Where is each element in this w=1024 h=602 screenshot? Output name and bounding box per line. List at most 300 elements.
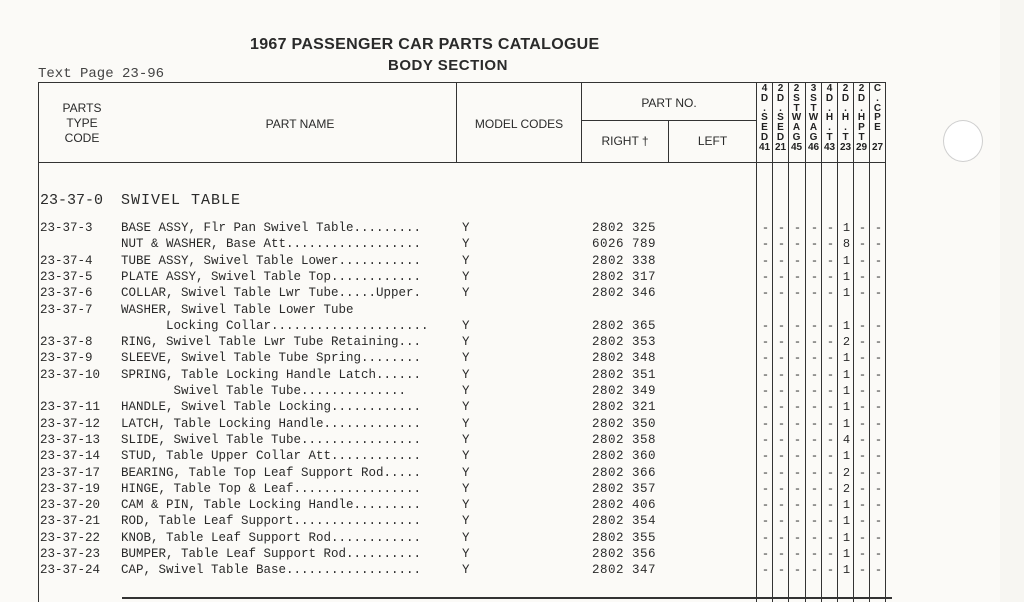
part-type-code: 23-37-8: [40, 335, 93, 350]
body-style-char: P: [858, 122, 865, 134]
body-style-header: [791, 84, 802, 153]
part-number-right: 2802 353: [592, 335, 657, 350]
section-code: 23-37-0: [40, 192, 104, 209]
body-style-qty: -: [793, 498, 802, 513]
body-style-qty: -: [874, 530, 883, 545]
body-style-qty: -: [874, 286, 883, 301]
body-style-qty: -: [826, 481, 835, 496]
part-name: Locking Collar.....................: [121, 318, 429, 333]
body-style-qty: -: [777, 514, 786, 529]
body-style-qty: -: [826, 465, 835, 480]
body-style-qty: -: [810, 318, 819, 333]
body-style-char: D: [760, 92, 769, 104]
model-code: Y: [462, 547, 470, 561]
body-style-qty: -: [858, 269, 867, 284]
binder-hole: [943, 120, 983, 162]
body-style-qty: -: [793, 514, 802, 529]
body-style-qty: -: [793, 530, 802, 545]
body-style-char: S: [777, 112, 784, 124]
body-style-qty: -: [826, 286, 835, 301]
body-style-qty: -: [793, 237, 802, 252]
body-style-qty: -: [761, 400, 770, 415]
table-row: [0, 563, 900, 579]
body-style-char: 3: [810, 83, 817, 94]
part-type-code: 23-37-3: [40, 221, 93, 235]
body-style-header: [872, 84, 883, 153]
part-type-code: 23-37-4: [40, 253, 93, 268]
body-style-qty: -: [826, 563, 835, 578]
body-style-qty: -: [761, 269, 770, 284]
part-number-right: 2802 338: [592, 253, 657, 268]
body-style-qty: -: [874, 416, 883, 431]
body-style-qty: -: [793, 400, 802, 415]
part-number-right: 2802 351: [592, 367, 657, 382]
body-style-qty: -: [777, 286, 786, 301]
body-style-qty: -: [858, 498, 867, 513]
body-style-char: .: [860, 102, 863, 114]
body-style-qty: -: [826, 514, 835, 529]
body-style-qty: -: [793, 432, 802, 447]
part-name: LATCH, Table Locking Handle.............: [121, 416, 422, 431]
body-style-qty: -: [761, 384, 770, 398]
body-style-qty: -: [858, 481, 867, 496]
part-name: COLLAR, Swivel Table Lwr Tube.....Upper.: [121, 286, 422, 301]
body-style-qty: 1: [842, 449, 851, 464]
part-name: BASE ASSY, Flr Pan Swivel Table.........: [121, 221, 422, 235]
body-style-qty: 1: [842, 530, 851, 545]
part-number-right: 2802 365: [592, 318, 657, 333]
body-style-qty: -: [777, 547, 786, 561]
body-style-qty: 1: [842, 269, 851, 284]
body-style-qty: -: [761, 351, 770, 366]
table-row: [0, 221, 900, 237]
header-line: CODE: [64, 131, 100, 145]
model-code: Y: [462, 400, 470, 415]
body-style-qty: -: [858, 530, 867, 545]
body-style-char: .: [876, 92, 879, 104]
model-code: Y: [462, 465, 470, 480]
body-style-qty: -: [761, 449, 770, 464]
body-style-char: S: [793, 92, 800, 104]
body-style-char: D: [825, 92, 834, 104]
part-name: RING, Swivel Table Lwr Tube Retaining...: [121, 335, 422, 350]
body-style-qty: -: [810, 269, 819, 284]
body-style-qty: -: [874, 221, 883, 235]
part-type-code: 23-37-11: [40, 400, 101, 415]
body-style-char: C: [873, 102, 882, 114]
body-style-qty: -: [858, 432, 867, 447]
body-style-qty: -: [810, 432, 819, 447]
part-number-right: 6026 789: [592, 237, 657, 252]
part-number-right: 2802 360: [592, 449, 657, 464]
body-style-header: [808, 84, 819, 153]
body-style-qty: -: [826, 335, 835, 350]
part-name: BUMPER, Table Leaf Support Rod..........: [121, 547, 422, 561]
body-style-qty: -: [761, 498, 770, 513]
body-style-qty: -: [826, 237, 835, 252]
body-style-char: T: [826, 131, 833, 143]
model-code: Y: [462, 269, 470, 284]
part-type-code: 23-37-17: [40, 465, 101, 480]
body-style-qty: -: [777, 367, 786, 382]
body-style-qty: -: [810, 514, 819, 529]
part-type-code: 23-37-5: [40, 269, 93, 284]
body-style-qty: 1: [842, 318, 851, 333]
body-style-char: 2: [777, 83, 784, 94]
body-style-qty: -: [810, 465, 819, 480]
body-style-qty: 1: [842, 547, 851, 561]
body-style-qty: -: [874, 367, 883, 382]
body-style-char: 45: [791, 141, 803, 153]
body-style-char: E: [777, 122, 784, 134]
body-style-qty: -: [777, 481, 786, 496]
body-style-qty: -: [777, 253, 786, 268]
body-style-header: [824, 84, 835, 153]
table-row: [0, 254, 900, 270]
body-style-char: .: [828, 122, 831, 134]
model-code: Y: [462, 318, 470, 333]
body-style-char: T: [842, 131, 849, 143]
body-style-char: S: [761, 112, 768, 124]
table-row: [0, 498, 900, 514]
body-style-char: H: [841, 112, 850, 124]
part-name: SLEEVE, Swivel Table Tube Spring........: [121, 351, 422, 366]
body-style-qty: -: [858, 465, 867, 480]
body-style-qty: -: [761, 416, 770, 431]
body-style-qty: -: [826, 367, 835, 382]
body-style-header: [840, 84, 851, 153]
table-row: [0, 547, 900, 563]
table-row: [0, 270, 900, 286]
body-style-char: A: [792, 122, 801, 134]
body-style-char: S: [810, 92, 817, 104]
table-row: [0, 286, 900, 302]
body-style-qty: -: [761, 237, 770, 252]
col-rule-model: [581, 82, 582, 163]
body-style-header: [856, 84, 867, 153]
body-style-qty: -: [810, 221, 819, 235]
model-code: Y: [462, 498, 470, 513]
part-number-right: 2802 317: [592, 269, 657, 284]
section-heading: [40, 192, 241, 209]
body-style-qty: -: [793, 547, 802, 561]
body-style-qty: -: [874, 335, 883, 350]
part-name: BEARING, Table Top Leaf Support Rod.....: [121, 465, 422, 480]
body-style-char: P: [874, 112, 881, 124]
body-style-qty: -: [874, 351, 883, 366]
body-style-char: .: [844, 122, 847, 134]
body-style-qty: -: [826, 351, 835, 366]
table-row: [0, 514, 900, 530]
body-style-qty: -: [874, 237, 883, 252]
body-style-qty: -: [761, 253, 770, 268]
part-number-right: 2802 347: [592, 563, 657, 578]
body-style-qty: -: [810, 563, 819, 578]
part-number-right: 2802 350: [592, 416, 657, 431]
model-code: Y: [462, 432, 470, 447]
model-code: Y: [462, 286, 470, 301]
body-style-header: [775, 84, 786, 153]
part-number-right: 2802 354: [592, 514, 657, 529]
body-style-char: 2: [793, 83, 800, 94]
body-style-qty: -: [777, 498, 786, 513]
part-type-code: 23-37-24: [40, 563, 101, 578]
col-rule-name: [456, 82, 457, 163]
body-style-qty: -: [858, 351, 867, 366]
part-name: NUT & WASHER, Base Att..................: [121, 237, 422, 252]
table-row: [0, 319, 900, 335]
body-style-char: 21: [775, 141, 787, 153]
body-style-char: 46: [808, 141, 820, 153]
body-style-qty: -: [793, 384, 802, 398]
model-code: Y: [462, 530, 470, 545]
body-style-char: D: [776, 92, 785, 104]
part-name: KNOB, Table Leaf Support Rod............: [121, 530, 422, 545]
table-row: [0, 433, 900, 449]
body-style-qty: -: [858, 335, 867, 350]
body-style-qty: -: [777, 351, 786, 366]
model-code: Y: [462, 335, 470, 350]
part-name: ROD, Table Leaf Support.................: [121, 514, 422, 529]
body-style-qty: -: [793, 416, 802, 431]
body-style-qty: -: [761, 221, 770, 235]
part-number-right: 2802 349: [592, 384, 657, 398]
body-style-qty: -: [777, 384, 786, 398]
body-style-header: [759, 84, 770, 153]
model-code: Y: [462, 351, 470, 366]
body-style-qty: -: [826, 498, 835, 513]
part-number-right: 2802 355: [592, 530, 657, 545]
body-style-char: D: [841, 92, 850, 104]
body-style-char: E: [761, 122, 768, 134]
body-style-qty: -: [810, 351, 819, 366]
body-style-qty: -: [777, 449, 786, 464]
body-style-qty: 2: [842, 335, 851, 350]
body-style-qty: -: [874, 465, 883, 480]
model-code: Y: [462, 563, 470, 578]
catalogue-title: 1967 PASSENGER CAR PARTS CATALOGUE: [250, 36, 600, 53]
body-style-char: G: [809, 131, 818, 143]
table-row: [0, 466, 900, 482]
body-style-qty: -: [777, 432, 786, 447]
part-type-code: 23-37-13: [40, 432, 101, 447]
body-style-qty: -: [810, 253, 819, 268]
part-type-code: 23-37-20: [40, 498, 101, 513]
body-style-qty: -: [793, 563, 802, 578]
body-style-qty: -: [793, 318, 802, 333]
model-code: Y: [462, 367, 470, 382]
body-style-char: W: [808, 112, 819, 124]
part-name: WASHER, Swivel Table Lower Tube: [121, 302, 354, 317]
body-style-qty: -: [858, 384, 867, 398]
body-style-qty: -: [874, 498, 883, 513]
header-top-rule: [38, 82, 886, 83]
body-style-qty: -: [858, 400, 867, 415]
body-style-qty: -: [810, 400, 819, 415]
model-code: Y: [462, 514, 470, 529]
body-style-qty: -: [810, 237, 819, 252]
part-name: PLATE ASSY, Swivel Table Top............: [121, 269, 422, 284]
body-style-qty: 1: [842, 351, 851, 366]
body-style-char: 27: [872, 141, 884, 153]
body-style-char: 2: [842, 83, 849, 94]
part-number-right: 2802 325: [592, 221, 657, 235]
body-style-char: T: [858, 131, 865, 143]
body-style-qty: -: [810, 286, 819, 301]
part-name: SLIDE, Swivel Table Tube................: [121, 432, 422, 447]
body-style-qty: 1: [842, 253, 851, 268]
body-style-char: T: [793, 102, 800, 114]
part-name: HINGE, Table Top & Leaf.................: [121, 481, 422, 496]
part-no-header: PART NO.: [641, 96, 697, 110]
body-style-qty: -: [761, 318, 770, 333]
part-name: CAM & PIN, Table Locking Handle.........: [121, 498, 422, 513]
body-style-qty: -: [858, 449, 867, 464]
body-style-qty: 1: [842, 384, 851, 398]
body-style-qty: -: [874, 563, 883, 578]
table-row: [0, 303, 900, 319]
body-style-qty: -: [874, 269, 883, 284]
left-header: LEFT: [697, 134, 728, 148]
body-style-qty: -: [810, 367, 819, 382]
partno-rule: [581, 120, 757, 121]
bottom-rule: [122, 597, 892, 599]
body-style-qty: -: [810, 547, 819, 561]
part-type-code: 23-37-9: [40, 351, 93, 366]
part-name-header: PART NAME: [265, 117, 335, 131]
body-style-qty: -: [810, 481, 819, 496]
model-code: Y: [462, 221, 470, 235]
body-style-qty: -: [874, 400, 883, 415]
body-style-qty: 1: [842, 400, 851, 415]
body-style-qty: -: [826, 384, 835, 398]
body-style-qty: -: [826, 400, 835, 415]
body-style-qty: -: [874, 384, 883, 398]
body-style-qty: -: [777, 221, 786, 235]
body-style-qty: -: [777, 400, 786, 415]
body-style-qty: -: [810, 449, 819, 464]
body-style-qty: -: [826, 432, 835, 447]
part-name: SPRING, Table Locking Handle Latch......: [121, 367, 422, 382]
model-codes-header: MODEL CODES: [474, 117, 564, 131]
body-style-char: W: [791, 112, 802, 124]
body-style-qty: -: [810, 498, 819, 513]
part-number-right: 2802 321: [592, 400, 657, 415]
part-number-right: 2802 358: [592, 432, 657, 447]
body-style-char: 23: [840, 141, 852, 153]
body-style-qty: -: [810, 335, 819, 350]
body-style-char: T: [810, 102, 817, 114]
body-style-qty: -: [777, 335, 786, 350]
body-style-char: .: [779, 102, 782, 114]
body-style-char: .: [844, 102, 847, 114]
body-style-qty: -: [874, 481, 883, 496]
header-line: TYPE: [66, 116, 98, 130]
body-style-qty: -: [858, 563, 867, 578]
body-style-qty: -: [826, 530, 835, 545]
body-style-char: 41: [759, 141, 771, 153]
part-type-code: 23-37-12: [40, 416, 101, 431]
body-style-qty: -: [858, 286, 867, 301]
body-style-qty: -: [793, 286, 802, 301]
table-row: [0, 237, 900, 253]
part-name: CAP, Swivel Table Base..................: [121, 563, 422, 578]
body-style-qty: -: [761, 367, 770, 382]
header-bottom-rule: [38, 162, 886, 163]
body-style-qty: -: [826, 547, 835, 561]
body-style-qty: -: [793, 221, 802, 235]
body-style-qty: -: [761, 432, 770, 447]
body-style-qty: -: [858, 547, 867, 561]
body-style-qty: -: [826, 221, 835, 235]
body-style-qty: -: [874, 253, 883, 268]
body-style-qty: -: [858, 318, 867, 333]
part-number-right: 2802 357: [592, 481, 657, 496]
table-row: [0, 482, 900, 498]
body-style-qty: -: [826, 449, 835, 464]
table-row: [0, 417, 900, 433]
part-number-right: 2802 348: [592, 351, 657, 366]
body-style-qty: -: [826, 269, 835, 284]
body-style-qty: -: [874, 432, 883, 447]
model-code: Y: [462, 384, 470, 398]
body-style-char: 43: [824, 141, 836, 153]
body-style-qty: -: [793, 253, 802, 268]
table-row: [0, 384, 900, 400]
body-style-qty: -: [777, 563, 786, 578]
part-type-code: 23-37-6: [40, 286, 93, 301]
body-style-qty: 1: [842, 514, 851, 529]
body-style-char: 29: [856, 141, 868, 153]
body-style-qty: -: [826, 253, 835, 268]
part-type-code: 23-37-19: [40, 481, 101, 496]
parts-type-code-header: [52, 101, 112, 146]
body-style-qty: -: [761, 530, 770, 545]
body-style-qty: 8: [842, 237, 851, 252]
model-code: Y: [462, 237, 470, 252]
body-style-qty: -: [793, 465, 802, 480]
section-name: SWIVEL TABLE: [121, 192, 242, 209]
model-code: Y: [462, 449, 470, 464]
body-style-qty: -: [826, 318, 835, 333]
right-header: RIGHT †: [601, 134, 649, 148]
part-type-code: 23-37-7: [40, 302, 93, 317]
body-style-qty: -: [858, 253, 867, 268]
part-number-right: 2802 356: [592, 547, 657, 561]
body-style-char: 2: [858, 83, 865, 94]
body-style-char: 4: [826, 83, 833, 94]
body-style-qty: 1: [842, 498, 851, 513]
body-style-char: H: [857, 112, 866, 124]
body-style-char: A: [809, 122, 818, 134]
body-style-qty: 2: [842, 465, 851, 480]
model-code: Y: [462, 416, 470, 431]
body-style-qty: -: [777, 318, 786, 333]
body-style-qty: -: [761, 514, 770, 529]
body-style-char: .: [828, 102, 831, 114]
body-style-qty: -: [793, 481, 802, 496]
body-style-qty: -: [761, 563, 770, 578]
body-style-qty: -: [777, 416, 786, 431]
body-style-char: G: [792, 131, 801, 143]
model-code: Y: [462, 481, 470, 496]
table-row: [0, 449, 900, 465]
body-style-qty: -: [858, 416, 867, 431]
body-style-qty: -: [761, 547, 770, 561]
body-style-qty: -: [810, 416, 819, 431]
part-type-code: 23-37-23: [40, 547, 101, 561]
part-name: TUBE ASSY, Swivel Table Lower...........: [121, 253, 422, 268]
